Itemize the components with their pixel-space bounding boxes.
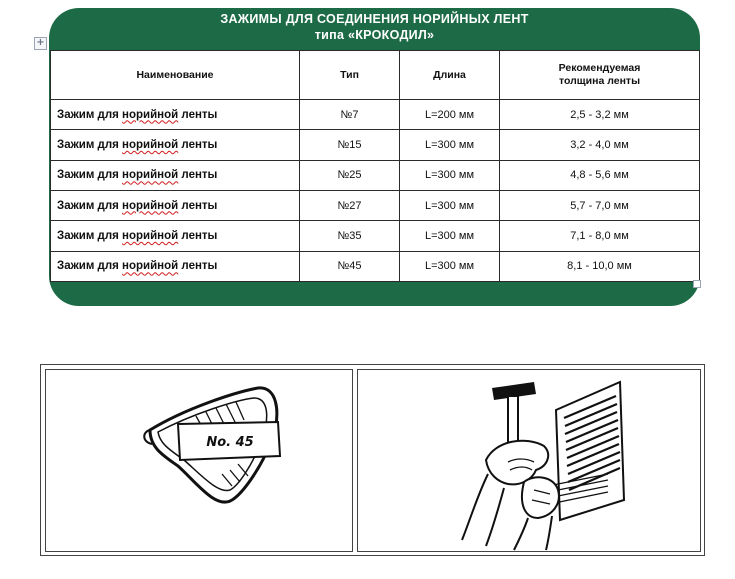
cell-thickness: 4,8 - 5,6 мм	[500, 160, 700, 190]
spellcheck-word: норийной	[122, 138, 179, 151]
cell-name-text: ленты	[178, 169, 218, 182]
cell-thickness: 7,1 - 8,0 мм	[500, 221, 700, 251]
figure-cell-clamp	[45, 369, 353, 552]
table-row	[51, 160, 700, 190]
table-move-handle[interactable]: +	[34, 37, 47, 50]
cell-type: №15	[300, 130, 400, 160]
cell-name	[51, 130, 300, 160]
cell-name-text: ленты	[178, 108, 218, 121]
figures-frame	[40, 364, 705, 556]
hammer-installing-clamp-icon	[358, 370, 700, 551]
cell-name	[51, 221, 300, 251]
cell-type: №27	[300, 190, 400, 220]
cell-type: №35	[300, 221, 400, 251]
header-thickness-line-2: толщина ленты	[558, 75, 641, 87]
table-row	[51, 100, 700, 130]
panel-title-line-2: типа «КРОКОДИЛ»	[314, 28, 435, 42]
cell-name	[51, 160, 300, 190]
cell-length: L=300 мм	[400, 160, 500, 190]
panel-title	[49, 11, 700, 43]
cell-name-text: ленты	[178, 260, 218, 273]
cell-name	[51, 190, 300, 220]
clamps-panel	[49, 8, 700, 306]
cell-thickness: 5,7 - 7,0 мм	[500, 190, 700, 220]
figure-cell-installation	[357, 369, 701, 552]
table-resize-handle[interactable]	[693, 280, 701, 288]
header-thickness-line-1: Рекомендуемая	[558, 62, 641, 74]
cell-name-text: Зажим для	[57, 108, 123, 121]
table-header-row	[51, 51, 700, 100]
cell-name-text: ленты	[178, 199, 218, 212]
crocodile-clamp-icon	[46, 370, 352, 551]
table-row	[51, 190, 700, 220]
panel-title-line-1: ЗАЖИМЫ ДЛЯ СОЕДИНЕНИЯ НОРИЙНЫХ ЛЕНТ	[220, 12, 529, 26]
spellcheck-word: норийной	[122, 108, 179, 121]
cell-name	[51, 251, 300, 281]
cell-type: №7	[300, 100, 400, 130]
header-length: Длина	[400, 51, 500, 100]
header-thickness	[500, 51, 700, 100]
cell-name-text: Зажим для	[57, 260, 123, 273]
cell-name-text: Зажим для	[57, 138, 123, 151]
cell-name-text: ленты	[178, 229, 218, 242]
spellcheck-word: норийной	[122, 199, 179, 212]
cell-thickness: 3,2 - 4,0 мм	[500, 130, 700, 160]
spellcheck-word: норийной	[122, 260, 179, 273]
cell-name-text: ленты	[178, 138, 218, 151]
cell-type: №25	[300, 160, 400, 190]
table-row	[51, 130, 700, 160]
spellcheck-word: норийной	[122, 169, 179, 182]
header-type: Тип	[300, 51, 400, 100]
cell-thickness: 2,5 - 3,2 мм	[500, 100, 700, 130]
cell-name	[51, 100, 300, 130]
spellcheck-word: норийной	[122, 229, 179, 242]
cell-name-text: Зажим для	[57, 229, 123, 242]
table-row	[51, 251, 700, 281]
cell-thickness: 8,1 - 10,0 мм	[500, 251, 700, 281]
cell-length: L=300 мм	[400, 251, 500, 281]
cell-type: №45	[300, 251, 400, 281]
clamps-table	[50, 50, 700, 282]
cell-length: L=300 мм	[400, 130, 500, 160]
cell-length: L=200 мм	[400, 100, 500, 130]
cell-length: L=300 мм	[400, 221, 500, 251]
cell-name-text: Зажим для	[57, 199, 123, 212]
table-row	[51, 221, 700, 251]
cell-length: L=300 мм	[400, 190, 500, 220]
header-name: Наименование	[51, 51, 300, 100]
clamp-label: No. 45	[206, 435, 254, 450]
cell-name-text: Зажим для	[57, 169, 123, 182]
